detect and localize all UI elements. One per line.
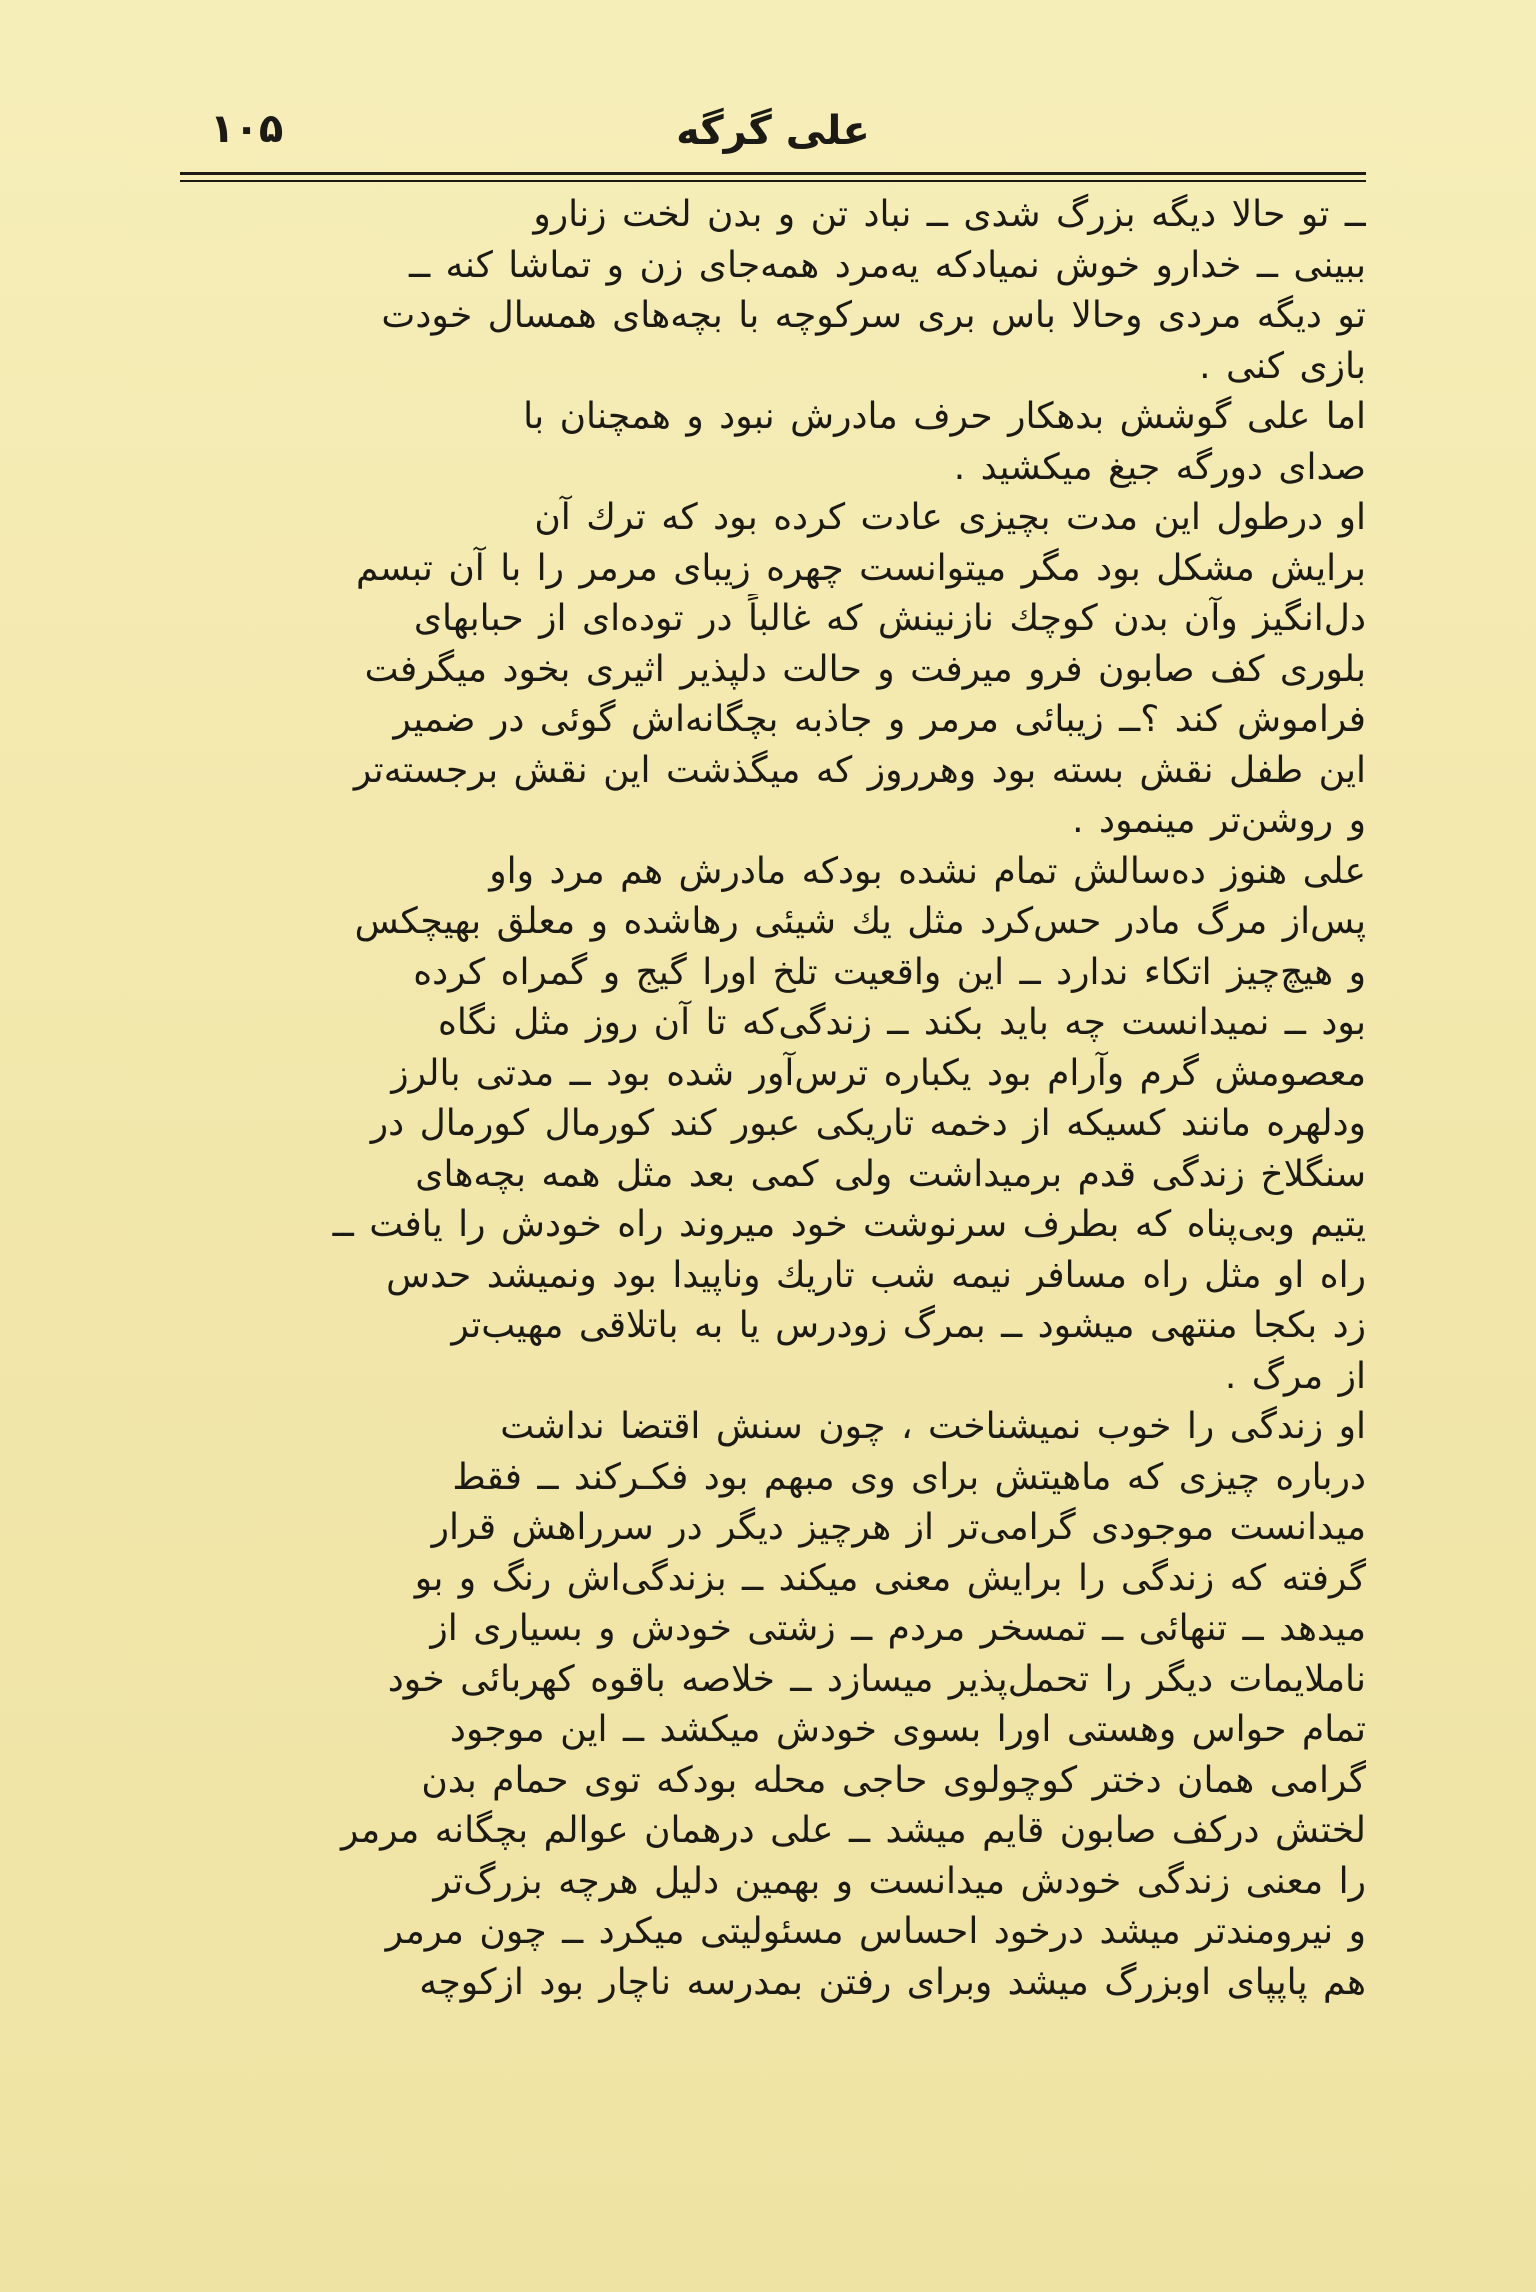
text-line: و نیرومندتر میشد درخود احساس مسئولیتی میکرد ــ چون مرمر [385, 1911, 1366, 1952]
header-rule-top [180, 172, 1366, 175]
text-line: ــ تو حالا دیگه بزرگ شدی ــ نباد تن و بدن لخت زنارو [533, 194, 1366, 235]
text-line: فراموش کند ؟ــ زیبائی مرمر و جاذبه بچگانه‌اش گوئی در ضمیر [393, 699, 1366, 740]
text-line: راه او مثل راه مسافر نیمه شب تاریك وناپیدا بود ونمیشد حدس [386, 1254, 1366, 1296]
header-rule-bottom [180, 180, 1366, 182]
text-line: زد بکجا منتهی میشود ــ بمرگ زودرس یا به باتلاقی مهیب‌تر [451, 1305, 1366, 1346]
text-line: میدهد ــ تنهائی ــ تمسخر مردم ــ زشتی خودش و بسیاری از [430, 1608, 1366, 1649]
text-line: میدانست موجودی گرامی‌تر از هرچیز دیگر در سرراهش قرار [431, 1507, 1366, 1548]
text-line: سنگلاخ زندگی قدم برمیداشت ولی کمی بعد مثل همه بچه‌های [415, 1153, 1366, 1195]
text-line: و روشن‌تر مینمود . [1072, 800, 1366, 841]
text-line: برایش مشکل بود مگر میتوانست چهره زیبای مرمر را با آن تبسم [355, 547, 1366, 589]
text-line: لختش درکف صابون قایم میشد ــ علی درهمان عوالم بچگانه مرمر [341, 1810, 1366, 1851]
text-line: ودلهره مانند کسیکه از دخمه تاریکی عبور کند کورمال کورمال در [370, 1103, 1366, 1144]
text-line: بازی کنی . [1199, 345, 1366, 387]
text-line: ببینی ــ خدارو خوش نمیادکه یه‌مرد همه‌جای زن و تماشا کنه ــ [409, 244, 1366, 286]
text-line: او زندگی را خوب نمیشناخت ، چون سنش اقتضا نداشت [500, 1406, 1366, 1447]
text-line: دل‌انگیز وآن بدن کوچك نازنینش که غالباً در توده‌ای از حبابهای [413, 598, 1366, 639]
text-line: او درطول این مدت بچیزی عادت کرده بود که ترك آن [534, 497, 1366, 538]
page-header [180, 100, 1366, 160]
text-line: بلوری کف صابون فرو میرفت و حالت دلپذیر اثیری بخود میگرفت [364, 648, 1366, 690]
text-line: صدای دورگه جیغ میکشید . [953, 446, 1366, 488]
text-line: تمام حواس وهستی اورا بسوی خودش میکشد ــ این موجود [449, 1709, 1366, 1750]
text-line: درباره چیزی که ماهیتش برای وی مبهم بود فکـرکند ــ فقط [452, 1456, 1366, 1498]
text-line: گرامی همان دختر کوچولوی حاجی محله بودکه توی حمام بدن [421, 1759, 1366, 1801]
text-line: اما علی گوشش بدهکار حرف مادرش نبود و همچنان با [523, 396, 1366, 437]
text-line: هم پاپپای اوبزرگ میشد وبرای رفتن بمدرسه ناچار بود ازکوچه [419, 1961, 1366, 2003]
text-line: معصومش گرم وآرام بود یکباره ترس‌آور شده بود ــ مدتی بالرز [391, 1052, 1366, 1094]
chapter-title: علی گرگه [676, 108, 870, 154]
text-line: بود ــ نمیدانست چه باید بکند ــ زندگی‌که تا آن روز مثل نگاه [438, 1002, 1366, 1043]
text-line: گرفته که زندگی را برایش معنی میکند ــ بزندگی‌اش رنگ و بو [414, 1557, 1366, 1599]
text-line: ناملایمات دیگر را تحمل‌پذیر میسازد ــ خلاصه باقوه کهربائی خود [387, 1658, 1366, 1700]
text-line: این طفل نقش بسته بود وهرروز که میگذشت این نقش برجسته‌تر [353, 749, 1366, 791]
page-number: ۱۰۵ [210, 106, 284, 152]
text-line: و هیچ‌چیز اتکاء ندارد ــ این واقعیت تلخ اورا گیج و گمراه کرده [413, 951, 1366, 993]
text-line: یتیم وبی‌پناه که بطرف سرنوشت خود میروند راه خودش را یافت ــ [332, 1204, 1366, 1245]
text-line: علی هنوز ده‌سالش تمام نشده بودکه مادرش هم مرد واو [489, 850, 1366, 892]
text-line: تو دیگه مردی وحالا باس بری سرکوچه با بچه‌های همسال خودت [381, 295, 1366, 336]
text-line: را معنی زندگی خودش میدانست و بهمین دلیل هرچه بزرگ‌تر [433, 1860, 1366, 1902]
body-text [180, 190, 1366, 2008]
text-line: از مرگ . [1224, 1355, 1366, 1397]
text-line: پس‌از مرگ مادر حس‌کرد مثل یك شیئی رهاشده و معلق بهیچکس [354, 901, 1366, 942]
